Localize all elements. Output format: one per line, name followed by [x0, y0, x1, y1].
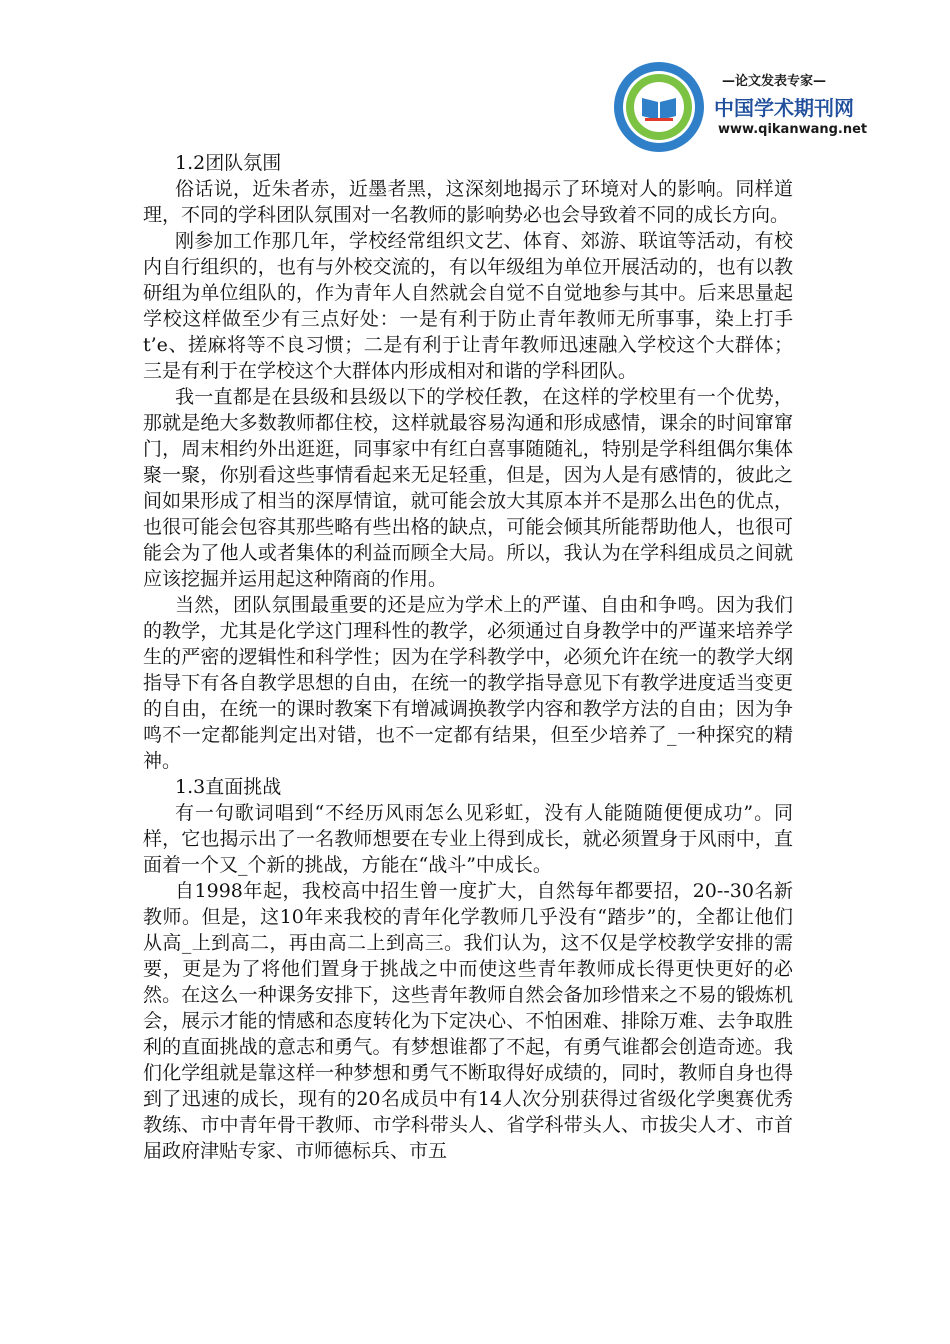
site-logo — [612, 60, 868, 156]
paragraph: 刚参加工作那几年，学校经常组织文艺、体育、郊游、联谊等活动，有校内自行组织的，也有与外校交流的，有以年级组为单位开展活动的，也有以教研组为单位组队的，作为青年人自然就会自觉不自觉地参与其中。后来思量起学校这样做至少有三点好处：一是有利于防止青年教师无所事事，染上打手t’e、搓麻将等不良习惯；二是有利于让青年教师迅速融入学校这个大群体；三是有利于在学校这个大群体内形成相对和谐的学科团队。 — [143, 230, 793, 382]
paragraph: 我一直都是在县级和县级以下的学校任教，在这样的学校里有一个优势，那就是绝大多数教师都住校，这样就最容易沟通和形成感情，课余的时间窜窜门，周末相约外出逛逛，同事家中有红白喜事随随礼，特别是学科组偶尔集体聚一聚，你别看这些事情看起来无足轻重，但是，因为人是有感情的，彼此之间如果形成了相当的深厚情谊，就可能会放大其原本并不是那么出色的优点，也很可能会包容其那些略有些出格的缺点，可能会倾其所能帮助他人，也很可能会为了他人或者集体的利益而顾全大局。所以，我认为在学科组成员之间就应该挖掘并运用起这种隋商的作用。 — [143, 386, 793, 590]
paragraph: 当然，团队氛围最重要的还是应为学术上的严谨、自由和争鸣。因为我们的教学，尤其是化学这门理科性的教学，必须通过自身教学中的严谨来培养学生的严密的逻辑性和科学性；因为在学科教学中，必须允许在统一的教学大纲指导下有各自教学思想的自由，在统一的教学指导意见下有教学进度适当变更的自由，在统一的课时教案下有增减调换教学内容和教学方法的自由；因为争鸣不一定都能判定出对错，也不一定都有结果，但至少培养了_一种探究的精神。 — [143, 594, 793, 772]
section-heading-team-atmosphere: 1.2团队氛围 — [175, 152, 282, 174]
paragraph: 自1998年起，我校高中招生曾一度扩大，自然每年都要招，20--30名新教师。但是，这10年来我校的青年化学教师几乎没有“踏步”的，全都让他们从高_上到高二，再由高二上到高三。我们认为，这不仅是学校教学安排的需要，更是为了将他们置身于挑战之中而使这些青年教师成长得更快更好的必然。在这么一种课务安排下，这些青年教师自然会备加珍惜来之不易的锻炼机会，展示才能的情感和态度转化为下定决心、不怕困难、排除万难、去争取胜利的直面挑战的意志和勇气。有梦想谁都了不起，有勇气谁都会创造奇迹。我们化学组就是靠这样一种梦想和勇气不断取得好成绩的，同时，教师自身也得到了迅速的成长，现有的20名成员中有14人次分别获得过省级化学奥赛优秀教练、市中青年骨干教师、市学科带头人、省学科带头人、市拔尖人才、市首届政府津贴专家、市师德标兵、市五 — [143, 880, 793, 1162]
article-body — [143, 150, 793, 1164]
logo-url: www.qikanwang.net — [718, 122, 868, 137]
paragraph: 有一句歌词唱到“不经历风雨怎么见彩虹，没有人能随随便便成功”。同样，它也揭示出了一名教师想要在专业上得到成长，就必须置身于风雨中，直面着一个又_个新的挑战，方能在“战斗”中成长。 — [143, 802, 793, 876]
logo-name: 中国学术期刊网 — [714, 96, 854, 120]
section-heading-face-challenges: 1.3直面挑战 — [175, 776, 282, 798]
paragraph: 俗话说，近朱者赤，近墨者黑，这深刻地揭示了环境对人的影响。同样道理，不同的学科团队氛围对一名教师的影响势必也会导致着不同的成长方向。 — [143, 178, 793, 226]
logo-emblem-icon — [612, 60, 706, 154]
logo-tagline: —论文发表专家— — [722, 74, 827, 89]
